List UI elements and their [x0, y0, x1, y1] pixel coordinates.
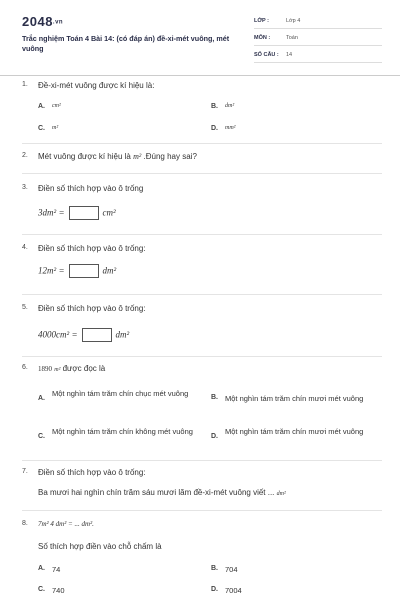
question-6: [22, 364, 382, 454]
question-divider: [22, 173, 382, 174]
equation-left: 12m² =: [38, 265, 65, 276]
page-title: Trắc nghiệm Toán 4 Bài 14: (có đáp án) đề-xi-mét vuông, mét vuông: [22, 34, 230, 53]
equation: [38, 264, 116, 278]
answer-box[interactable]: [69, 206, 99, 220]
equation-left: 3dm² =: [38, 207, 65, 218]
option-c[interactable]: [38, 426, 208, 452]
option-text: 7004: [225, 586, 242, 595]
question-3: [22, 184, 382, 224]
option-text: dm²: [225, 103, 235, 109]
meta-value: Toán: [286, 35, 298, 41]
meta-label: SỐ CÂU :: [254, 52, 279, 58]
option-letter: B.: [211, 394, 218, 401]
meta-label: MÔN :: [254, 35, 271, 41]
meta-row-class: [254, 14, 382, 29]
logo-text: 2048: [22, 14, 53, 29]
math-unit: m²: [133, 152, 142, 161]
question-divider: [22, 460, 382, 461]
question-divider: [22, 356, 382, 357]
question-number-value: 1890: [38, 365, 52, 373]
question-number: 1.: [22, 81, 28, 88]
question-number: 7.: [22, 468, 28, 475]
question-5: [22, 304, 382, 348]
equation-left: 4000cm² =: [38, 329, 78, 340]
question-number: 3.: [22, 184, 28, 191]
option-text: Một nghìn tám trăm chín chục mét vuông: [52, 389, 189, 398]
equation: [38, 328, 129, 342]
question-8: [22, 520, 382, 598]
equation-unit: dm²: [102, 265, 117, 276]
equation: [38, 206, 116, 220]
option-text: cm²: [52, 103, 61, 109]
meta-panel: [254, 14, 382, 65]
document-header: [22, 14, 382, 74]
question-divider: [22, 234, 382, 235]
question-text: Điền số thích hợp vào ô trống:: [38, 468, 146, 477]
option-text: 704: [225, 565, 238, 574]
question-text-part: được đọc là: [62, 364, 106, 373]
option-text: Một nghìn tám trăm chín không mét vuông: [52, 427, 193, 436]
question-divider: [22, 294, 382, 295]
option-text: mm²: [225, 125, 236, 131]
question-text: Điền số thích hợp vào ô trống: [38, 184, 144, 193]
question-divider: [22, 143, 382, 144]
option-letter: A.: [38, 395, 45, 402]
answer-box[interactable]: [82, 328, 112, 342]
option-letter: C.: [38, 433, 45, 440]
question-number: 2.: [22, 152, 28, 159]
question-subtext: Số thích hợp điền vào chỗ chấm là: [38, 542, 162, 551]
meta-value: Lớp 4: [286, 18, 301, 24]
question-text: Điền số thích hợp vào ô trống:: [38, 244, 146, 253]
question-text-part: .Đúng hay sai?: [143, 152, 197, 161]
question-number: 5.: [22, 304, 28, 311]
option-text: m²: [52, 125, 59, 131]
option-text: Một nghìn tám trăm chín mươi mét vuông: [225, 394, 364, 403]
option-letter: B.: [211, 103, 218, 110]
option-letter: C.: [38, 125, 45, 132]
question-text-part: Mét vuông được kí hiệu là: [38, 152, 131, 161]
question-text: [38, 364, 105, 373]
question-4: [22, 244, 382, 284]
option-letter: A.: [38, 103, 45, 110]
question-number: 8.: [22, 520, 28, 527]
option-letter: A.: [38, 565, 45, 572]
equation-unit: cm²: [102, 207, 116, 218]
option-letter: D.: [211, 586, 218, 593]
option-letter: D.: [211, 125, 218, 132]
meta-row-count: [254, 48, 382, 63]
option-a[interactable]: [38, 388, 208, 414]
question-1: [22, 81, 382, 135]
meta-value: 14: [286, 52, 293, 58]
question-equation: 7m² 4 dm² = ... dm².: [38, 520, 94, 528]
question-divider: [22, 510, 382, 511]
option-letter: B.: [211, 565, 218, 572]
question-7: [22, 468, 382, 504]
meta-row-subject: [254, 31, 382, 46]
option-text: Một nghìn tám trăm chín mươi mét vuông: [225, 427, 364, 436]
question-text: [38, 152, 197, 161]
question-subtext: [38, 488, 286, 497]
site-logo[interactable]: [22, 14, 63, 29]
option-letter: D.: [211, 433, 218, 440]
option-d[interactable]: [211, 426, 386, 452]
option-text: 740: [52, 586, 65, 595]
math-unit: dm²: [276, 491, 286, 497]
subtext: Ba mươi hai nghìn chín trăm sáu mươi lăm đề-xi-mét vuông viết ...: [38, 488, 275, 497]
logo-suffix: .vn: [52, 19, 64, 26]
question-text: Đề-xi-mét vuông được kí hiệu là:: [38, 81, 155, 90]
question-number: 4.: [22, 244, 28, 251]
question-text: Điền số thích hợp vào ô trống:: [38, 304, 146, 313]
meta-label: LỚP :: [254, 18, 269, 24]
option-letter: C.: [38, 586, 45, 593]
math-unit: m²: [54, 367, 61, 373]
question-number: 6.: [22, 364, 28, 371]
answer-box[interactable]: [69, 264, 99, 278]
equation-unit: dm²: [115, 329, 130, 340]
header-divider: [0, 75, 400, 76]
question-2: [22, 152, 382, 166]
option-text: 74: [52, 565, 61, 574]
